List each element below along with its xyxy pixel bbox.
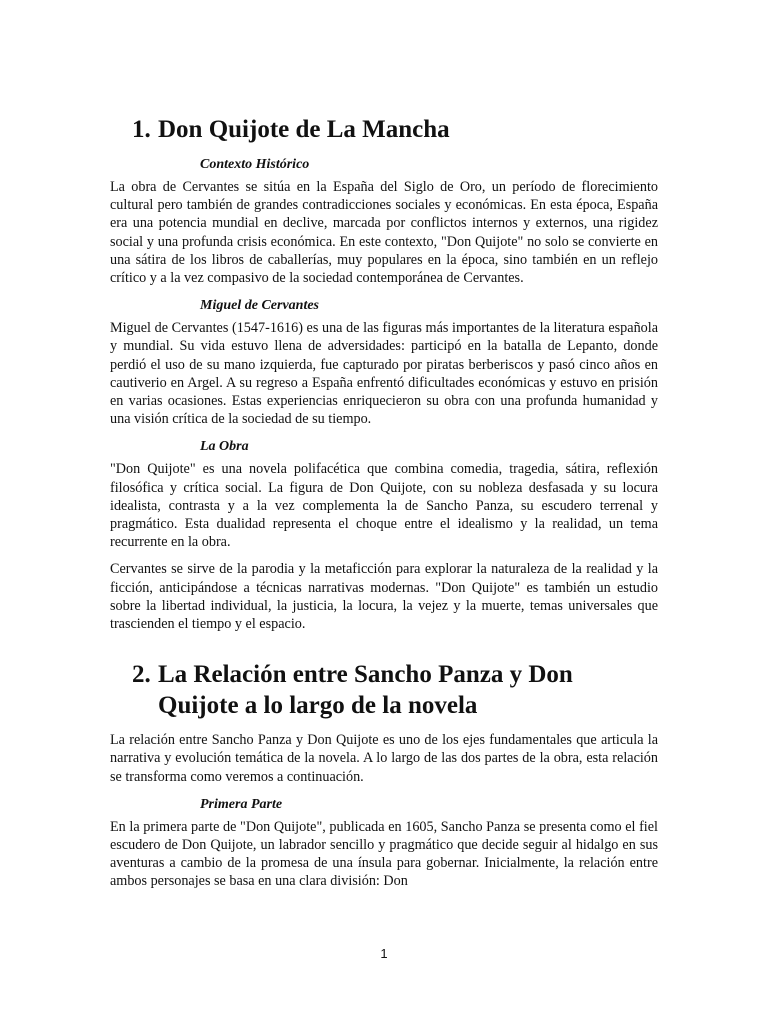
page-number: 1 [380,946,388,961]
subheading-miguel-de-cervantes: Miguel de Cervantes [200,298,319,314]
paragraph-primera-parte: En la primera parte de "Don Quijote", publicada en 1605, Sancho Panza se presenta como el fiel escudero de Don Quijote, un labrador sencillo y pragmático que decide seguir al hidalgo en sus aventuras a cambio de la promesa de una ínsula para gobernar. Inicialmente, la relación entre ambos personajes se basa en una clara división: Don [110,818,658,890]
section-2-heading [110,659,658,721]
section-1-heading [110,114,658,145]
page-content [110,114,658,900]
subheading-la-obra: La Obra [200,439,249,455]
paragraph-relacion-intro: La relación entre Sancho Panza y Don Quijote es uno de los ejes fundamentales que articula la narrativa y evolución temática de la novela. A lo largo de las dos partes de la obra, esta relación se transforma como veremos a continuación. [110,732,658,785]
section-2-number: 2. [132,661,151,689]
section-1-title: Don Quijote de La Mancha [158,116,450,143]
section-2-title: La Relación entre Sancho Panza y Don Quijote a lo largo de la novela [158,661,573,720]
subheading-primera-parte: Primera Parte [200,796,283,812]
section-1-number: 1. [132,116,151,143]
paragraph-la-obra-1: "Don Quijote" es una novela polifacética que combina comedia, tragedia, sátira, reflexión filosófica y crítica social. La figura de Don Quijote, con su nobleza desfasada y su locura idealista, contrasta y a la vez complementa la de Sancho Panza, su escudero terrenal y pragmático. Esta dualidad representa el choque entre el idealismo y la realidad, un tema recurrente en la obra. [110,461,658,551]
paragraph-contexto-historico: La obra de Cervantes se sitúa en la España del Siglo de Oro, un período de florecimiento cultural pero también de grandes contradicciones sociales y económicas. En esta época, España era una potencia mundial en declive, marcada por conflictos internos y externos, una rigidez social y una profunda crisis económica. En este contexto, "Don Quijote" no solo se convierte en una sátira de los libros de caballerías, muy populares en la época, sino también en un reflejo crítico y a la vez compasivo de la sociedad contemporánea de Cervantes. [110,179,658,287]
subheading-contexto-historico: Contexto Histórico [200,157,310,172]
paragraph-miguel-de-cervantes: Miguel de Cervantes (1547-1616) es una de las figuras más importantes de la literatura española y mundial. Su vida estuvo llena de adversidades: participó en la batalla de Lepanto, donde perdió el uso de su mano izquierda, fue capturado por piratas berberiscos y pasó cinco años en cautiverio en Argel. A su regreso a España enfrentó dificultades económicas y estuvo en prisión en varias ocasiones. Estas experiencias enriquecieron su obra con una profunda humanidad y una visión crítica de la sociedad de su tiempo. [110,320,658,428]
paragraph-la-obra-2: Cervantes se sirve de la parodia y la metaficción para explorar la naturaleza de la realidad y la ficción, anticipándose a técnicas narrativas modernas. "Don Quijote" es también un estudio sobre la libertad individual, la justicia, la locura, la vejez y la muerte, temas universales que trascienden el tiempo y el espacio. [110,561,658,633]
